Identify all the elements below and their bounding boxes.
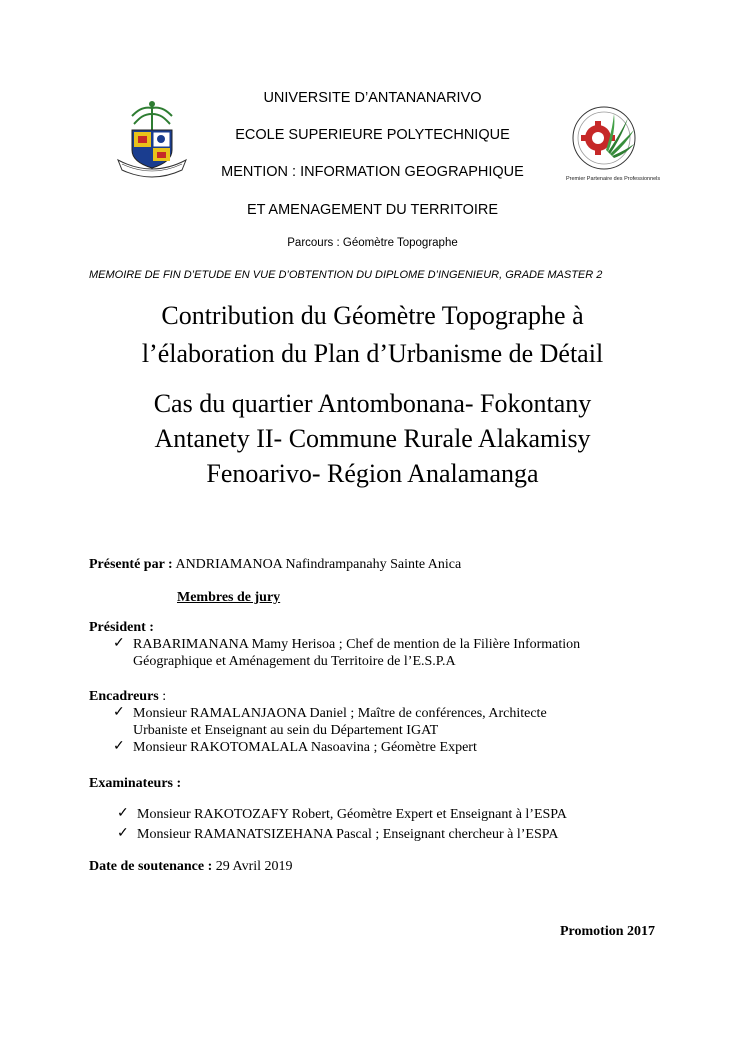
parcours: Parcours : Géomètre Topographe (287, 237, 458, 249)
check-icon: ✓ (117, 806, 129, 821)
president-label: Président : (89, 620, 154, 635)
check-icon: ✓ (113, 636, 125, 651)
title-line-4: Antanety II- Commune Rurale Alakamisy (154, 424, 591, 453)
defense-label: Date de soutenance : (89, 859, 213, 874)
encadreurs-heading (89, 688, 166, 705)
president-line-2: Géographique et Aménagement du Territoire de l’E.S.P.A (133, 654, 456, 669)
examinateurs-label: Examinateurs : (89, 776, 182, 791)
jury-heading: Membres de jury (177, 590, 281, 605)
mention-line-2: ET AMENAGEMENT DU TERRITOIRE (246, 202, 499, 218)
title-line-5: Fenoarivo- Région Analamanga (206, 459, 539, 488)
president-line-1: RABARIMANANA Mamy Herisoa ; Chef de mention de la Filière Information (133, 637, 581, 652)
presenter-label: Présenté par : (89, 557, 173, 572)
encadreurs-colon: : (162, 689, 167, 704)
defense-date-line (89, 858, 293, 875)
examinateur-2: Monsieur RAMANATSIZEHANA Pascal ; Enseignant chercheur à l’ESPA (137, 827, 559, 842)
presenter-name: ANDRIAMANOA Nafindrampanahy Sainte Anica (175, 557, 462, 572)
title-line-3: Cas du quartier Antombonana- Fokontany (153, 389, 592, 418)
presenter-line (89, 556, 461, 573)
check-icon: ✓ (113, 705, 125, 720)
encadreur-2: Monsieur RAKOTOMALALA Nasoavina ; Géomètre Expert (133, 740, 477, 755)
polytechnic-logo-caption: Premier Partenaire des Professionnels (566, 176, 661, 182)
memoire-subtitle: MEMOIRE DE FIN D’ETUDE EN VUE D’OBTENTION DU DIPLOME D’INGENIEUR, GRADE MASTER 2 (89, 269, 603, 281)
defense-date: 29 Avril 2019 (215, 859, 293, 874)
examinateur-1: Monsieur RAKOTOZAFY Robert, Géomètre Expert et Enseignant à l’ESPA (137, 807, 567, 822)
school-name: ECOLE SUPERIEURE POLYTECHNIQUE (235, 127, 510, 143)
promotion: Promotion 2017 (559, 924, 655, 939)
encadreurs-label: Encadreurs (89, 689, 159, 704)
check-icon: ✓ (117, 826, 129, 841)
mention-line-1: MENTION : INFORMATION GEOGRAPHIQUE (221, 164, 524, 180)
check-icon: ✓ (113, 739, 125, 754)
title-line-2: l’élaboration du Plan d’Urbanisme de Détail (141, 339, 604, 368)
encadreur-1-line-1: Monsieur RAMALANJAONA Daniel ; Maître de conférences, Architecte (133, 706, 547, 721)
encadreur-1-line-2: Urbaniste et Enseignant au sein du Département IGAT (133, 723, 439, 738)
university-name: UNIVERSITE D’ANTANANARIVO (263, 90, 482, 106)
title-line-1: Contribution du Géomètre Topographe à (161, 301, 584, 330)
